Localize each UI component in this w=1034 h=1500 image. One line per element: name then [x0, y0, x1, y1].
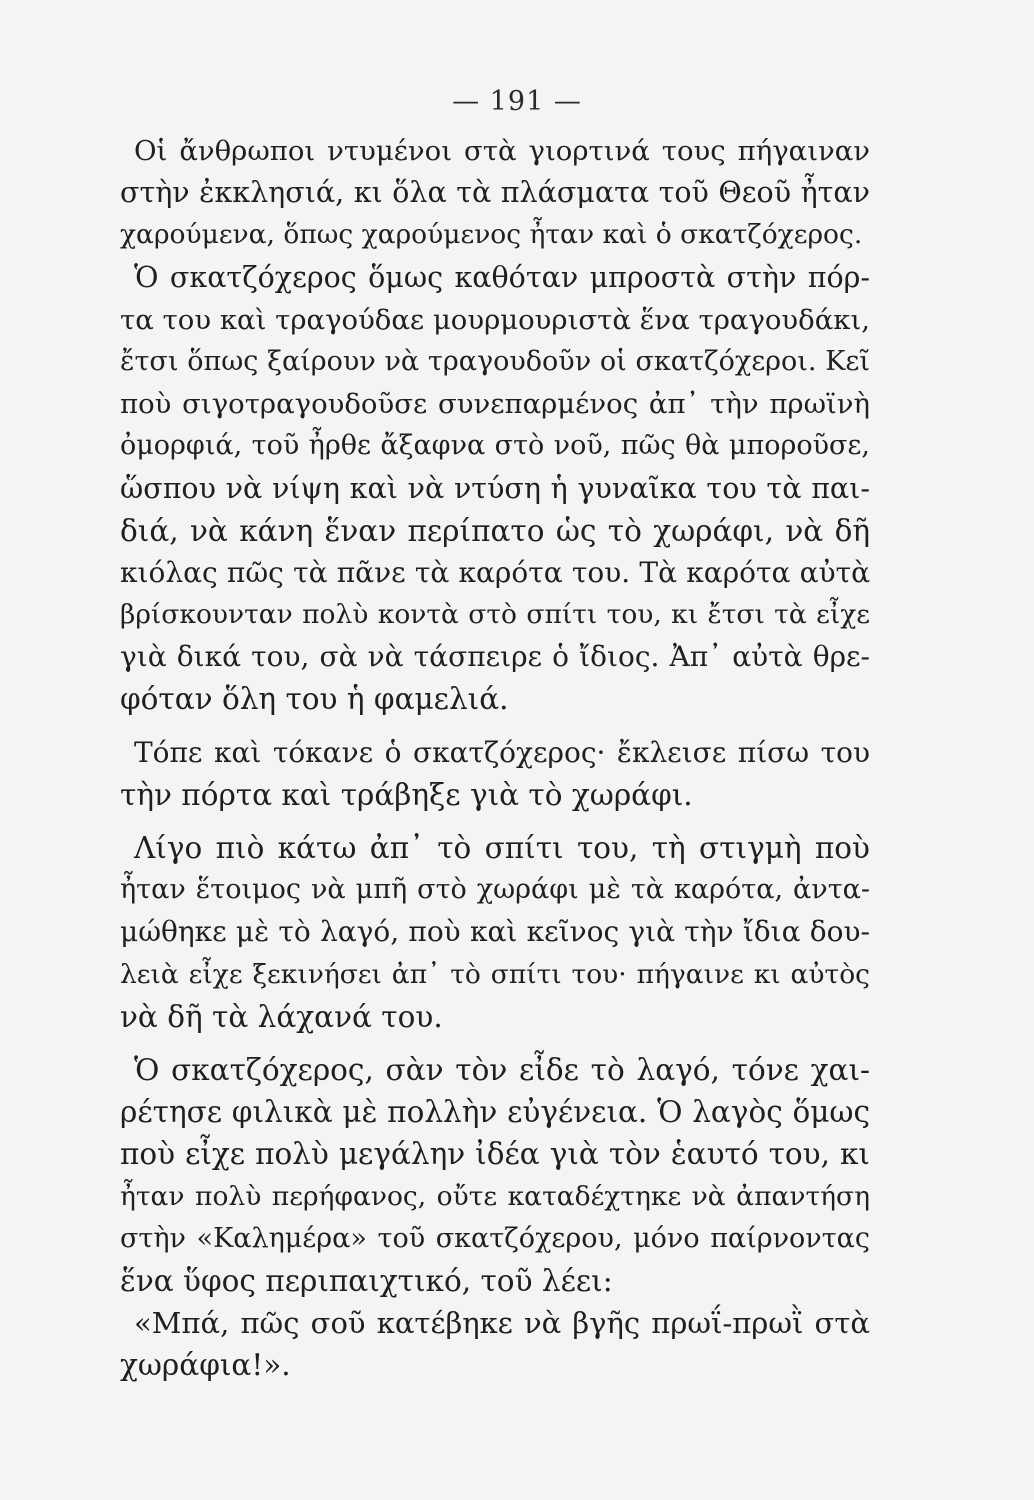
text-line: ὥσπου νὰ νίψη καὶ νὰ ντύση ἡ γυναῖκα του τὰ παι-: [120, 471, 870, 505]
text-line: ποὺ σιγοτραγουδοῦσε συνεπαρμένος ἀπ᾽ τὴν πρωϊνὴ: [120, 388, 870, 421]
text-line: στὴν «Καλημέρα» τοῦ σκατζόχερου, μόνο παίρνοντας: [120, 1222, 870, 1254]
paragraph-3: [120, 732, 870, 816]
paragraph-4: [120, 827, 870, 1038]
paragraph-5: [120, 1049, 870, 1387]
text-line: νὰ δῆ τὰ λάχανά του.: [120, 999, 443, 1034]
text-line: Τόπε καὶ τόκανε ὁ σκατζόχερος· ἔκλεισε πίσω του: [134, 735, 870, 769]
text-line: διά, νὰ κάνη ἕναν περίπατο ὡς τὸ χωράφι, νὰ δῆ: [120, 513, 870, 548]
text-line: μώθηκε μὲ τὸ λαγό, ποὺ καὶ κεῖνος γιὰ τὴν ἴδια δου-: [120, 915, 870, 949]
text-line: Ὁ σκατζόχερος ὅμως καθόταν μπροστὰ στὴν πόρ-: [134, 260, 870, 294]
paragraph-gap: [120, 721, 870, 732]
paragraph-gap: [120, 816, 870, 827]
text-line: ὀμορφιά, τοῦ ἦρθε ἄξαφνα στὸ νοῦ, πῶς θὰ μποροῦσε,: [120, 430, 870, 462]
text-line: γιὰ δικά του, σὰ νὰ τάσπειρε ὁ ἴδιος. Ἀπ᾽ αὐτὰ θρε-: [120, 640, 870, 674]
paragraph-gap: [120, 1038, 870, 1049]
text-line: ἕνα ὕφος περιπαιχτικό, τοῦ λέει:: [120, 1263, 613, 1298]
text-line: στὴν ἐκκλησιά, κι ὅλα τὰ πλάσματα τοῦ Θεοῦ ἦταν: [120, 176, 870, 210]
text-line: Λίγο πιὸ κάτω ἀπ᾽ τὸ σπίτι του, τὴ στιγμὴ ποὺ: [134, 831, 870, 865]
text-line: ἔτσι ὅπως ξαίρουν νὰ τραγουδοῦν οἱ σκατζόχεροι. Κεῖ: [120, 345, 870, 377]
text-line: λειὰ εἶχε ξεκινήσει ἀπ᾽ τὸ σπίτι του· πήγαινε κι αὐτὸς: [120, 958, 870, 990]
text-line: ἦταν πολὺ περήφανος, οὔτε καταδέχτηκε νὰ ἀπαντήση: [120, 1180, 870, 1212]
text-line: «Μπά, πῶς σοῦ κατέβηκε νὰ βγῆς πρωΐ-πρωῒ στὰ: [134, 1306, 870, 1341]
text-line: χωράφια!».: [120, 1348, 291, 1383]
page-number: — 191 —: [452, 86, 582, 117]
paragraph-1: [120, 130, 870, 257]
text-line: τα του καὶ τραγούδαε μουρμουριστὰ ἕνα τραγουδάκι,: [120, 303, 870, 336]
paragraph-2: [120, 257, 870, 721]
text-line: ρέτησε φιλικὰ μὲ πολλὴν εὐγένεια. Ὁ λαγὸς ὅμως: [120, 1095, 870, 1130]
text-line: φόταν ὅλη του ἡ φαμελιά.: [120, 682, 509, 717]
text-line: Ὁ σκατζόχερος, σὰν τὸν εἶδε τὸ λαγό, τόνε χαι-: [134, 1052, 870, 1087]
body-text: [120, 130, 870, 1386]
text-line: ποὺ εἶχε πολὺ μεγάλην ἰδέα γιὰ τὸν ἑαυτό του, κι: [120, 1137, 870, 1172]
text-line: κιόλας πῶς τὰ πᾶνε τὰ καρότα του. Τὰ καρότα αὐτὰ: [120, 555, 870, 589]
text-line: ἦταν ἕτοιμος νὰ μπῆ στὸ χωράφι μὲ τὰ καρότα, ἀντα-: [120, 874, 870, 906]
text-line: χαρούμενα, ὅπως χαρούμενος ἦταν καὶ ὁ σκατζόχερος.: [120, 219, 863, 251]
text-line: βρίσκουνταν πολὺ κοντὰ στὸ σπίτι του, κι ἔτσι τὰ εἶχε: [120, 599, 870, 631]
text-line: τὴν πόρτα καὶ τράβηξε γιὰ τὸ χωράφι.: [120, 777, 693, 812]
text-line: Οἱ ἄνθρωποι ντυμένοι στὰ γιορτινά τους πήγαιναν: [134, 135, 870, 167]
